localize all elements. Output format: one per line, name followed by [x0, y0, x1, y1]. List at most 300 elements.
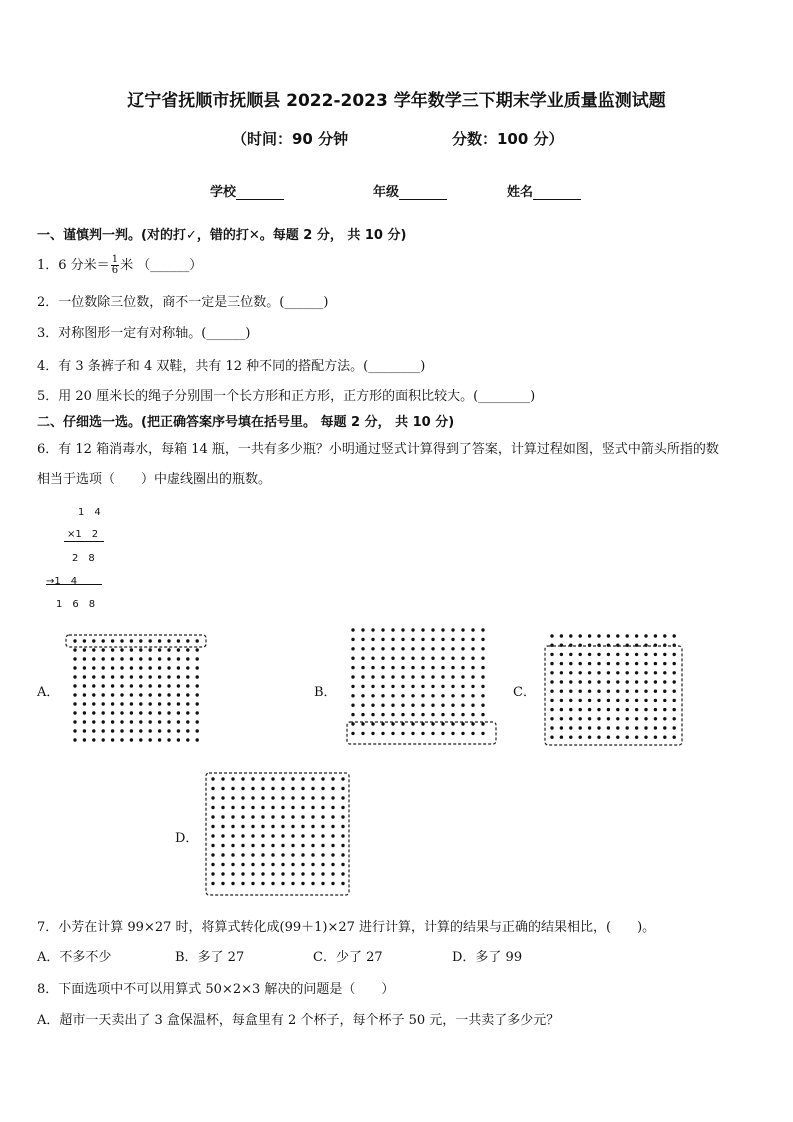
name-blank[interactable] [533, 185, 581, 200]
bottle-dot [579, 708, 582, 711]
bottle-dot [167, 711, 170, 714]
bottle-dot [371, 638, 374, 641]
bottle-dot [391, 657, 394, 660]
bottle-dot [644, 736, 647, 739]
bottle-dot [139, 684, 142, 687]
bottle-dot [321, 787, 324, 790]
bottle-dot [111, 693, 114, 696]
bottle-dot [421, 628, 424, 631]
bottle-dot [635, 653, 638, 656]
bottle-dot [111, 720, 114, 723]
bottle-dot [431, 732, 434, 735]
bottle-dot [663, 634, 666, 637]
bottle-dot [626, 736, 629, 739]
bottle-dot [673, 690, 676, 693]
bottle-dot [221, 834, 224, 837]
bottle-dot [83, 738, 86, 741]
bottle-dot [301, 872, 304, 875]
bottle-dot [251, 844, 254, 847]
bottle-dot [120, 639, 123, 642]
bottle-dot [261, 815, 264, 818]
bottle-dot [361, 657, 364, 660]
bottle-dot [550, 671, 553, 674]
bottle-dot [281, 853, 284, 856]
bottle-dot [331, 882, 334, 885]
bottle-dot [92, 720, 95, 723]
bottle-dot [92, 738, 95, 741]
bottle-dot [120, 711, 123, 714]
question-8: 8．下面选项中不可以用算式 50×2×3 解决的问题是（ ） [37, 982, 395, 997]
bottle-dot [83, 657, 86, 660]
bottle-dot [167, 729, 170, 732]
bottle-dot [196, 666, 199, 669]
bottle-dot [351, 628, 354, 631]
bottle-dot [654, 671, 657, 674]
bottle-dot [271, 844, 274, 847]
bottle-dot [361, 722, 364, 725]
q7-option-d: D．多了 99 [452, 950, 523, 965]
bottle-dot [654, 736, 657, 739]
bottle-dot [381, 675, 384, 678]
bottle-dot [550, 736, 553, 739]
bottle-dot [550, 662, 553, 665]
bottle-dot [251, 815, 254, 818]
bottle-dot [120, 648, 123, 651]
bottle-dot [271, 787, 274, 790]
bottle-dot [560, 726, 563, 729]
bottle-dot [560, 690, 563, 693]
question-6-line2: 相当于选项（ ）中虚线圈出的瓶数。 [37, 472, 272, 487]
bottle-dot [196, 684, 199, 687]
bottle-dot [120, 666, 123, 669]
bottle-dot [431, 722, 434, 725]
bottle-dot [588, 653, 591, 656]
bottle-dot [251, 806, 254, 809]
bottle-dot [654, 690, 657, 693]
bottle-dot [167, 666, 170, 669]
bottle-dot [111, 666, 114, 669]
bottle-dot [321, 844, 324, 847]
bottle-dot [331, 834, 334, 837]
bottle-dot [149, 720, 152, 723]
bottle-dot [158, 666, 161, 669]
bottle-dot [139, 720, 142, 723]
school-blank[interactable] [236, 185, 284, 200]
bottle-dot [441, 704, 444, 707]
bottle-dot [560, 717, 563, 720]
bottle-dot [241, 825, 244, 828]
bottle-dot [616, 690, 619, 693]
bottle-dot [401, 666, 404, 669]
bottle-dot [569, 680, 572, 683]
bottle-dot [341, 806, 344, 809]
bottle-dot [167, 648, 170, 651]
bottle-dot [130, 693, 133, 696]
bottle-dot [441, 675, 444, 678]
bottle-dot [451, 722, 454, 725]
bottle-dot [111, 729, 114, 732]
bottle-dot [102, 720, 105, 723]
bottle-dot [673, 680, 676, 683]
bottle-dot [411, 685, 414, 688]
bottle-dot [431, 666, 434, 669]
bottle-dot [92, 675, 95, 678]
bottle-dot [186, 720, 189, 723]
bottle-dot [291, 796, 294, 799]
bottle-dot [271, 882, 274, 885]
bottle-dot [73, 693, 76, 696]
bottle-dot [411, 704, 414, 707]
bottle-dot [331, 825, 334, 828]
bottle-dot [644, 680, 647, 683]
bottle-dot [644, 726, 647, 729]
bottle-dot [588, 662, 591, 665]
bottle-dot [291, 825, 294, 828]
bottle-dot [411, 694, 414, 697]
bottle-dot [421, 638, 424, 641]
bottle-dot [391, 722, 394, 725]
section1-heading: 一、谨慎判一判。(对的打✓，错的打✕。每题 2 分， 共 10 分) [37, 228, 407, 243]
bottle-dot [251, 872, 254, 875]
bottle-dot [626, 634, 629, 637]
q1-prefix: 1．6 分米＝ [37, 258, 110, 273]
bottle-dot [401, 732, 404, 735]
bottle-dot [371, 675, 374, 678]
bottle-dot [221, 872, 224, 875]
bottle-dot [149, 702, 152, 705]
bottle-dot [351, 704, 354, 707]
bottle-dot [550, 726, 553, 729]
bottle-dot [663, 699, 666, 702]
bottle-dot [607, 690, 610, 693]
bottle-dot [231, 863, 234, 866]
bottle-dot [371, 657, 374, 660]
bottle-dot [221, 787, 224, 790]
bottle-dot [231, 796, 234, 799]
bottle-dot [73, 729, 76, 732]
bottle-dot [481, 694, 484, 697]
bottle-dot [120, 657, 123, 660]
bottle-dot [120, 675, 123, 678]
bottle-dot [149, 729, 152, 732]
bottle-dot [481, 647, 484, 650]
bottle-dot [616, 662, 619, 665]
option-d-label: D． [175, 831, 199, 846]
bottle-dot [177, 666, 180, 669]
bottle-dot [635, 690, 638, 693]
bottle-dot [281, 806, 284, 809]
bottle-dot [102, 657, 105, 660]
bottle-dot [301, 882, 304, 885]
bottle-dot [130, 738, 133, 741]
bottle-dot [431, 638, 434, 641]
bottle-dot [597, 671, 600, 674]
bottle-dot [391, 638, 394, 641]
bottle-dot [111, 639, 114, 642]
bottle-dot [569, 662, 572, 665]
bottle-dot [158, 639, 161, 642]
bottle-dot [341, 844, 344, 847]
option-a-dot-grid [62, 632, 212, 750]
bottle-dot [550, 634, 553, 637]
bottle-dot [221, 853, 224, 856]
bottle-dot [569, 671, 572, 674]
bottle-dot [291, 806, 294, 809]
bottle-dot [421, 666, 424, 669]
bottle-dot [644, 690, 647, 693]
bottle-dot [391, 704, 394, 707]
bottle-dot [351, 722, 354, 725]
bottle-dot [130, 729, 133, 732]
bottle-dot [241, 882, 244, 885]
bottle-dot [331, 872, 334, 875]
bottle-dot [626, 680, 629, 683]
bottle-dot [471, 647, 474, 650]
bottle-dot [351, 675, 354, 678]
bottle-dot [579, 680, 582, 683]
bottle-dot [331, 853, 334, 856]
bottle-dot [461, 722, 464, 725]
bottle-dot [361, 628, 364, 631]
bottle-dot [451, 732, 454, 735]
bottle-dot [186, 648, 189, 651]
bottle-dot [196, 738, 199, 741]
bottle-dot [130, 684, 133, 687]
option-c-dot-grid [542, 630, 687, 750]
bottle-dot [271, 777, 274, 780]
bottle-dot [73, 657, 76, 660]
bottle-dot [361, 694, 364, 697]
bottle-dot [644, 717, 647, 720]
bottle-dot [167, 693, 170, 696]
bottle-dot [451, 666, 454, 669]
bottle-dot [569, 634, 572, 637]
grade-blank[interactable] [399, 185, 447, 200]
bottle-dot [271, 834, 274, 837]
bottle-dot [211, 806, 214, 809]
bottle-dot [221, 806, 224, 809]
bottle-dot [588, 708, 591, 711]
bottle-dot [73, 702, 76, 705]
bottle-dot [186, 738, 189, 741]
bottle-dot [83, 648, 86, 651]
bottle-dot [158, 711, 161, 714]
bottle-dot [331, 777, 334, 780]
bottle-dot [73, 639, 76, 642]
bottle-dot [588, 634, 591, 637]
bottle-dot [597, 726, 600, 729]
bottle-dot [73, 648, 76, 651]
bottle-dot [196, 711, 199, 714]
bottle-dot [421, 732, 424, 735]
bottle-dot [431, 694, 434, 697]
bottle-dot [92, 711, 95, 714]
bottle-dot [211, 853, 214, 856]
bottle-dot [607, 736, 610, 739]
bottle-dot [311, 796, 314, 799]
bottle-dot [597, 717, 600, 720]
bottle-dot [381, 713, 384, 716]
bottle-dot [644, 662, 647, 665]
grade-field [373, 181, 447, 200]
bottle-dot [654, 699, 657, 702]
bottle-dot [251, 882, 254, 885]
bottle-dot [635, 708, 638, 711]
bottle-dot [607, 653, 610, 656]
bottle-dot [92, 702, 95, 705]
bottle-dot [102, 666, 105, 669]
bottle-dot [431, 685, 434, 688]
bottle-dot [411, 638, 414, 641]
bottle-dot [451, 675, 454, 678]
bottle-dot [471, 685, 474, 688]
bottle-dot [291, 777, 294, 780]
bottle-dot [411, 666, 414, 669]
bottle-dot [111, 684, 114, 687]
bottle-dot [401, 713, 404, 716]
bottle-dot [149, 711, 152, 714]
option-d-dot-grid [203, 770, 355, 898]
bottle-dot [607, 708, 610, 711]
bottle-dot [341, 796, 344, 799]
bottle-dot [471, 694, 474, 697]
bottle-dot [186, 702, 189, 705]
bottle-dot [211, 834, 214, 837]
bottle-dot [560, 653, 563, 656]
bottle-dot [139, 738, 142, 741]
bottle-dot [481, 685, 484, 688]
option-c-label: C． [513, 685, 536, 700]
bottle-dot [626, 699, 629, 702]
name-field [507, 181, 581, 200]
q8-option-a: A．超市一天卖出了 3 盒保温杯，每盒里有 2 个杯子，每个杯子 50 元，一共卖了多少元？ [37, 1013, 560, 1028]
bottle-dot [291, 882, 294, 885]
calc-row-multiplier: ×1 2 [67, 529, 99, 540]
bottle-dot [281, 787, 284, 790]
bottle-dot [102, 675, 105, 678]
q1-numerator: 1 [111, 254, 119, 265]
bottle-dot [261, 863, 264, 866]
bottle-dot [673, 736, 676, 739]
bottle-dot [92, 684, 95, 687]
bottle-dot [391, 675, 394, 678]
bottle-dot [411, 722, 414, 725]
bottle-dot [461, 638, 464, 641]
bottle-dot [579, 662, 582, 665]
bottle-dot [311, 806, 314, 809]
bottle-dot [560, 671, 563, 674]
bottle-dot [291, 872, 294, 875]
bottle-dot [301, 863, 304, 866]
bottle-dot [211, 787, 214, 790]
bottle-dot [92, 657, 95, 660]
bottle-dot [421, 685, 424, 688]
bottle-dot [481, 638, 484, 641]
bottle-dot [196, 648, 199, 651]
bottle-dot [251, 825, 254, 828]
bottle-dot [411, 657, 414, 660]
bottle-dot [607, 662, 610, 665]
bottle-dot [626, 726, 629, 729]
bottle-dot [361, 732, 364, 735]
bottle-dot [158, 720, 161, 723]
bottle-dot [167, 639, 170, 642]
bottle-dot [301, 796, 304, 799]
bottle-dot [441, 666, 444, 669]
bottle-dot [120, 720, 123, 723]
bottle-dot [281, 825, 284, 828]
bottle-dot [111, 675, 114, 678]
bottle-dot [321, 825, 324, 828]
bottle-dot [261, 844, 264, 847]
bottle-dot [251, 853, 254, 856]
bottle-dot [635, 634, 638, 637]
bottle-dot [644, 653, 647, 656]
bottle-dot [331, 787, 334, 790]
bottle-dot [291, 787, 294, 790]
bottle-dot [102, 648, 105, 651]
bottle-dot [139, 675, 142, 678]
question-7: 7．小芳在计算 99×27 时，将算式转化成(99＋1)×27 进行计算，计算的结果与正确的结果相比，( )。 [37, 920, 656, 935]
bottle-dot [120, 738, 123, 741]
bottle-dot [177, 720, 180, 723]
grade-label: 年级 [373, 185, 400, 200]
bottle-dot [251, 796, 254, 799]
bottle-dot [261, 806, 264, 809]
bottle-dot [550, 699, 553, 702]
bottle-dot [579, 634, 582, 637]
bottle-dot [83, 729, 86, 732]
bottle-dot [626, 653, 629, 656]
bottle-dot [231, 882, 234, 885]
dashed-circle-top-row [66, 635, 206, 647]
bottle-dot [271, 863, 274, 866]
bottle-dot [597, 653, 600, 656]
bottle-dot [481, 722, 484, 725]
bottle-dot [301, 815, 304, 818]
bottle-dot [391, 647, 394, 650]
bottle-dot [616, 680, 619, 683]
bottle-dot [381, 628, 384, 631]
bottle-dot [311, 777, 314, 780]
bottle-dot [654, 662, 657, 665]
bottle-dot [331, 844, 334, 847]
bottle-dot [177, 657, 180, 660]
bottle-dot [431, 704, 434, 707]
bottle-dot [441, 732, 444, 735]
bottle-dot [241, 806, 244, 809]
bottle-dot [673, 726, 676, 729]
bottle-dot [281, 872, 284, 875]
bottle-dot [371, 685, 374, 688]
bottle-dot [560, 680, 563, 683]
bottle-dot [616, 736, 619, 739]
bottle-dot [321, 806, 324, 809]
bottle-dot [351, 638, 354, 641]
bottle-dot [211, 796, 214, 799]
bottle-dot [221, 815, 224, 818]
school-field [210, 181, 284, 200]
bottle-dot [616, 671, 619, 674]
bottle-dot [177, 729, 180, 732]
page-title: 辽宁省抚顺市抚顺县 2022-2023 学年数学三下期末学业质量监测试题 [127, 91, 666, 111]
bottle-dot [579, 736, 582, 739]
bottle-dot [196, 693, 199, 696]
bottle-dot [186, 675, 189, 678]
q1-fraction [111, 255, 119, 276]
bottle-dot [321, 834, 324, 837]
bottle-dot [451, 638, 454, 641]
